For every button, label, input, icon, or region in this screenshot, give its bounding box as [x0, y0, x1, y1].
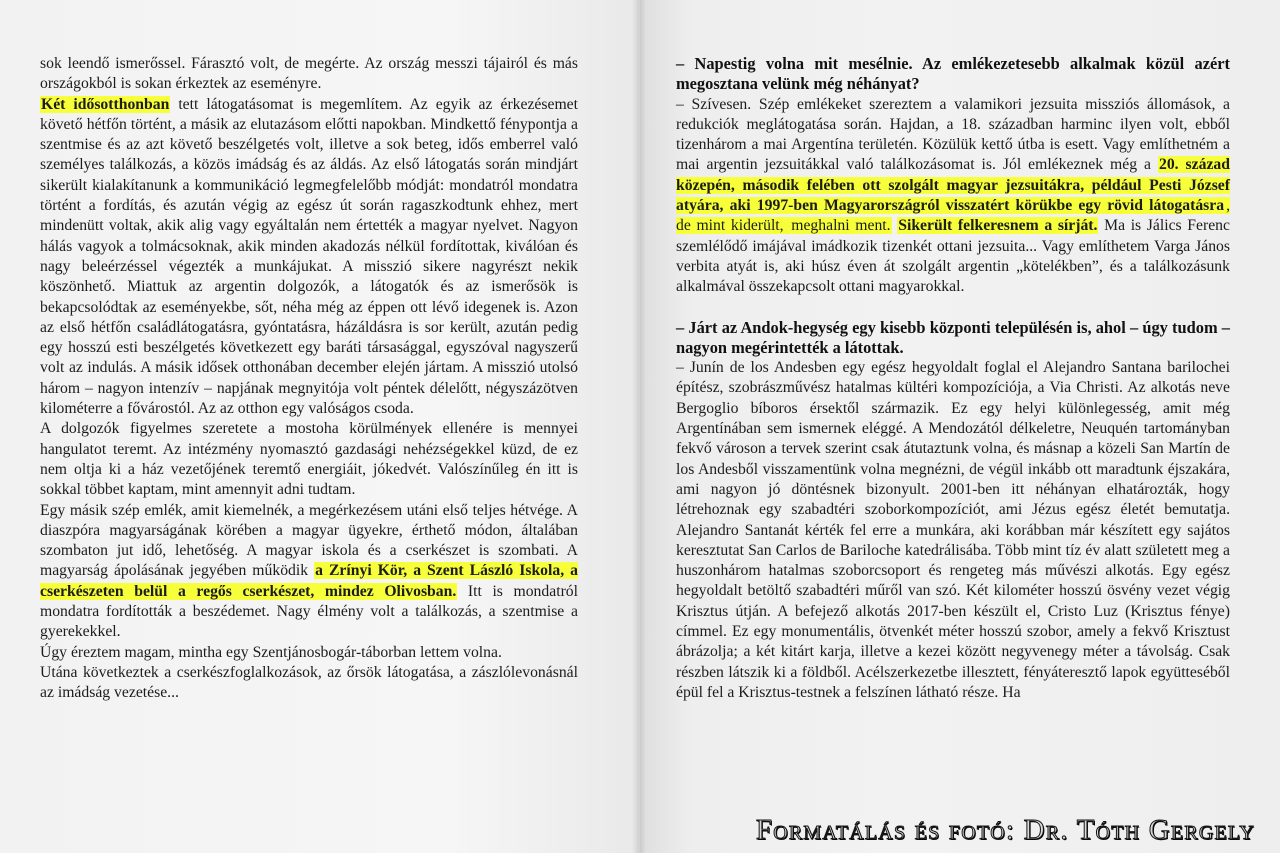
interview-answer-2: – Junín de los Andesben egy egész hegyoldalt foglal el Alejandro Santana barilochei építész, szobrászművész hatalmas kültéri kompozíciója, a Via Christi. Az alkotás neve Bergoglio bíboros érsektől származik. Ez egy helyi különlegesség, amit még Argentínában sem ismernek eléggé. A Mendozától délkeletre, Neuquén tartományban fekvő városon a tervek szerint csak átutaztunk volna, és másnap a közeli San Martín de los Andesből visszamentünk volna megnézni, de végül inkább ott maradtunk éjszakára, ami nagyon jó döntésnek bizonyult. 2001-ben itt néhányan elhatározták, hogy létrehoznak egy szabadtéri szoborkompozíciót, ami Jézus egész életét bemutatja. Alejandro Santanát kérték fel erre a munkára, aki korábban már készített egy sajátos keresztutat San Carlos de Bariloche katedrálisába. Több mint tíz év alatt született meg a huszonhárom hatalmas szoborcsoport és rengeteg más művészi alkotás. Egy egész hegyoldalt betöltő szabadtéri műről van szó. Két kilométer hosszú ösvény vezet végig Krisztus útján. A befejező alkotás 2017-ben készült el, Cristo Luz (Krisztus fénye) címmel. Ez egy monumentális, ötvenkét méter hosszú szobor, amely a fekvő Krisztust ábrázolja; a két kitárt karja, illetve a kezei között negyvenegy méter a távolság. Csak részben látszik ki a földből. Acélszerkezetbe illesztett, fényáteresztő lapok együtteséből épül fel a Krisztus-testnek a felszínen látható része. Ha: [676, 359, 1230, 701]
left-paragraph-1: [40, 54, 578, 419]
left-p3-text-rest: Itt is mondatról mondatra fordították a beszédemet. Nagy élmény volt a találkozás, a szentmise a gyerekekkel.: [40, 582, 578, 641]
right-page: [640, 0, 1280, 853]
photo-credit-watermark: Formatálás és fotó: Dr. Tóth Gergely: [755, 814, 1255, 846]
left-paragraph-2: A dolgozók figyelmes szeretete a mostoha körülmények ellenére is mennyei hangulatot teremt. Az intézmény nyomasztó gazdasági nehézségekkel küzd, de ez nem oltja ki a ház vezetőjének teremtő energiáit, jókedvét. Valószínűleg én itt is sokkal többet kaptam, mint amennyit adni tudtam.: [40, 420, 578, 499]
highlight-zrinyi-kor: a Zrínyi Kör, a Szent László Iskola, a cserkészeten belül a regős cserkészet, mindez Olivosban.: [40, 562, 579, 600]
paragraph-gap: [676, 298, 1230, 318]
highlight-meghalni-ment: meghalni ment.: [791, 217, 891, 235]
interview-answer-1: [676, 95, 1230, 298]
highlight-sikerult-felkeresnem: Sikerült felkeresnem a sírját.: [898, 217, 1098, 235]
highlight-de-mint-kiderult: , de mint kiderült,: [676, 197, 1230, 235]
left-paragraph-4: Úgy éreztem magam, mintha egy Szentjánosbogár-táborban lettem volna.: [40, 643, 502, 661]
left-p1-text-start: sok leendő ismerőssel. Fárasztó volt, de megérte. Az ország messzi tájairól és más országokból is sokan érkeztek az eseményre.: [40, 55, 578, 93]
interview-question-1: – Napestig volna mit mesélnie. Az emlékezetesebb alkalmak közül azért megosztana velünk még néhányat?: [676, 54, 1230, 94]
interview-question-2: – Járt az Andok-hegység egy kisebb központi településén is, ahol – úgy tudom – nagyon megérintették a látottak.: [676, 317, 1230, 357]
highlight-ket-idosotthonban: Két idősotthonban: [41, 95, 170, 113]
book-spine-shadow: [632, 0, 646, 853]
left-p1-text-rest: tett látogatásomat is megemlítem. Az egyik az érkezésemet követő hétfőn történt, a másik az elutazásom előtti napokban. Mindkettő fénypontja a szentmise és az azt követő beszélgetés volt, illetve a sok beteg, idős emberrel való személyes találkozás, a közös imádság és az áldás. Az első látogatás során mindjárt sikerült kialakítanunk a kommunikáció legmegfelelőbb módját: mondatról mondatra történt a fordítás, és azután végig az egész út során ragaszkodtunk ehhez, mert mindenütt voltak, akik alig vagy egyáltalán nem értették a magyar nyelvet. Nagyon hálás vagyok a tolmácsoknak, akik minden akadozás nélkül fordítottak, kiválóan és nagy beleérzéssel végezték a munkájukat. A misszió sikere nagyrészt nekik köszönhető. Miattuk az argentin dolgozók, a látogatók és az ismerősök is bekapcsolódtak az eseményekbe, sőt, néha még az éppen ott lévő idegenek is. Azon az első hétfőn családlátogatásra, gyóntatásra, házáldásra is sor került, azután pedig egy hosszú esti beszélgetés következett egy baráti társasággal, egyszóval nagyszerű volt az indulás. A másik idősek otthonában december elején jártam. A misszió utolsó három – nagyon intenzív – napjának megnyitója volt péntek délelőtt, négyszázötven kilométerre a fővárostól. Az az otthon egy valóságos csoda.: [40, 95, 578, 418]
answer-1-text-start: – Szívesen. Szép emlékeket szereztem a valamikori jezsuita missziós állomások, a redukciók meglátogatása során. Hajdan, a 18. században harminc ilyen volt, ebből tizenhárom a mai Argentína területén. Közülük kettő útba is esett. Vagy említhetném a mai argentin jezsuitákkal való találkozásomat is. Jól emlékeznek még a: [676, 95, 1230, 174]
left-paragraph-3: [40, 501, 578, 643]
answer-1-text-rest: Ma is Jálics Ferenc szemlélődő imájával imádkozik tizenkét ottani jezsuita... Vagy említhetem Varga János verbita atyát is, aki húsz éven át szolgált argentin „kötelékben”, és a találkozásunk alkalmával összekapcsolt ottani magyarokkal.: [676, 217, 1230, 296]
left-p3-text-start: Egy másik szép emlék, amit kiemelnék, a megérkezésem utáni első teljes hétvége. A diaszpóra magyarságának körében a magyar ügyekre, érthető módon, általában szombaton jut idő, lehetőség. A magyar iskola és a cserkészet is szombati. A magyarság ápolásának jegyében működik: [40, 501, 578, 580]
highlight-magyar-jezsuitak: 20. század közepén, második felében ott szolgált magyar jezsuitákra, például Pesti József atyára, aki 1997-ben Magyarországról visszatért körükbe egy rövid látogatásra: [676, 156, 1230, 215]
left-paragraph-5: Utána következtek a cserkészfoglalkozások, az őrsök látogatása, a zászlólevonásnál az imádság vezetése...: [40, 663, 578, 702]
